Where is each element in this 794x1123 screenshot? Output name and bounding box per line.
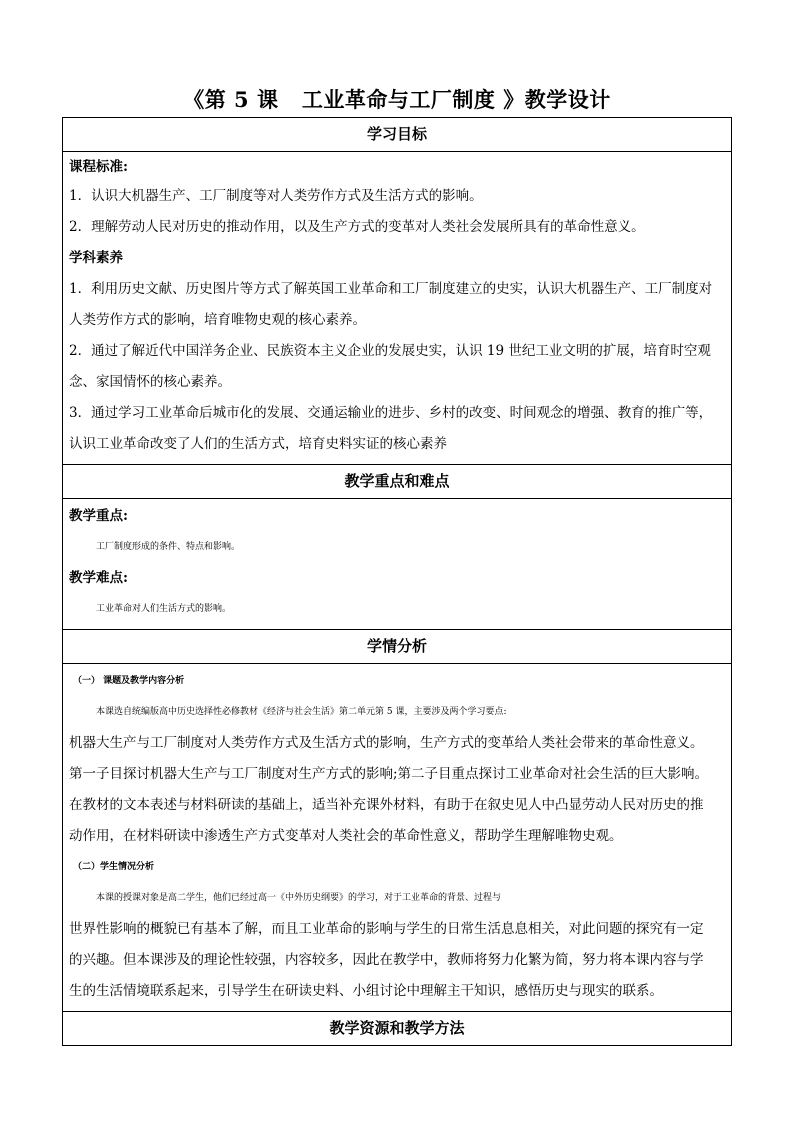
literacy-line: 认识工业革命改变了人们的生活方式，培育史料实证的核心素养 — [69, 436, 447, 452]
part1-label: （一） 课题及教学内容分析 — [73, 676, 185, 686]
literacy-line: 3．通过学习工业革命后城市化的发展、交通运输业的进步、乡村的改变、时间观念的增强、教育的推广等， — [69, 405, 713, 421]
focus-label: 教学重点: — [69, 508, 128, 524]
part1-line: 机器大生产与工厂制度对人类劳作方式及生活方式的影响，生产方式的变革给人类社会带来的革命性意义。 — [69, 735, 704, 751]
section-header-analysis: 学情分析 — [63, 630, 732, 664]
part2-line: 本课的授课对象是高二学生，他们已经过高一《中外历史纲要》的学习，对于工业革命的背景、过程与 — [96, 893, 502, 903]
curriculum-item: 1．认识大机器生产、工厂制度等对人类劳作方式及生活方式的影响。 — [69, 188, 483, 204]
difficulty-text: 工业革命对人们生活方式的影响。 — [96, 604, 232, 614]
part1-line: 第一子目探讨机器大生产与工厂制度对生产方式的影响;第二子目重点探讨工业革命对社会生活的巨大影响。 — [69, 766, 709, 782]
part2-line: 生的生活情境联系起来，引导学生在研读史料、小组讨论中理解主干知识，感悟历史与现实的联系。 — [69, 983, 663, 999]
goals-content — [63, 152, 732, 465]
literacy-line: 2．通过了解近代中国洋务企业、民族资本主义企业的发展史实，认识 19 世纪工业文明的扩展，培育时空观 — [69, 343, 711, 359]
part2-line: 世界性影响的概貌已有基本了解，而且工业革命的影响与学生的日常生活息息相关，对此问题的探究有一定 — [69, 921, 704, 937]
part2-line: 的兴趣。但本课涉及的理论性较强，内容较多，因此在教学中，教师将努力化繁为简，努力将本课内容与学 — [69, 952, 704, 968]
section-header-keypoints: 教学重点和难点 — [63, 465, 732, 499]
literacy-line: 人类劳作方式的影响，培育唯物史观的核心素养。 — [69, 312, 366, 328]
lesson-plan-table — [62, 117, 732, 1046]
difficulty-label: 教学难点: — [69, 570, 128, 586]
part1-line: 本课选自统编版高中历史选择性必修教材《经济与社会生活》第二单元第 5 课，主要涉及两个学习要点: — [96, 707, 507, 717]
section-header-resources: 教学资源和教学方法 — [63, 1012, 732, 1046]
section-header-goals: 学习目标 — [63, 118, 732, 152]
part1-line: 在教材的文本表述与材料研读的基础上，适当补充课外材料，有助于在叙史见人中凸显劳动人民对历史的推 — [69, 797, 704, 813]
document-title: 《第 5 课 工业革命与工厂制度 》教学设计 — [183, 87, 611, 112]
keypoints-content — [63, 499, 732, 630]
analysis-content — [63, 664, 732, 1012]
curriculum-label: 课程标准: — [69, 159, 128, 175]
part1-line: 动作用，在材料研读中渗透生产方式变革对人类社会的革命性意义，帮助学生理解唯物史观。 — [69, 828, 623, 844]
literacy-line: 念、家国情怀的核心素养。 — [69, 374, 231, 390]
focus-text: 工厂制度形成的条件、特点和影响。 — [96, 542, 241, 552]
literacy-label: 学科素养 — [69, 250, 123, 266]
part2-label: （二）学生情况分析 — [73, 862, 155, 872]
literacy-line: 1．利用历史文献、历史图片等方式了解英国工业革命和工厂制度建立的史实，认识大机器生产、工厂制度对 — [69, 281, 713, 297]
curriculum-item: 2．理解劳动人民对历史的推动作用，以及生产方式的变革对人类社会发展所具有的革命性意义。 — [69, 219, 645, 235]
